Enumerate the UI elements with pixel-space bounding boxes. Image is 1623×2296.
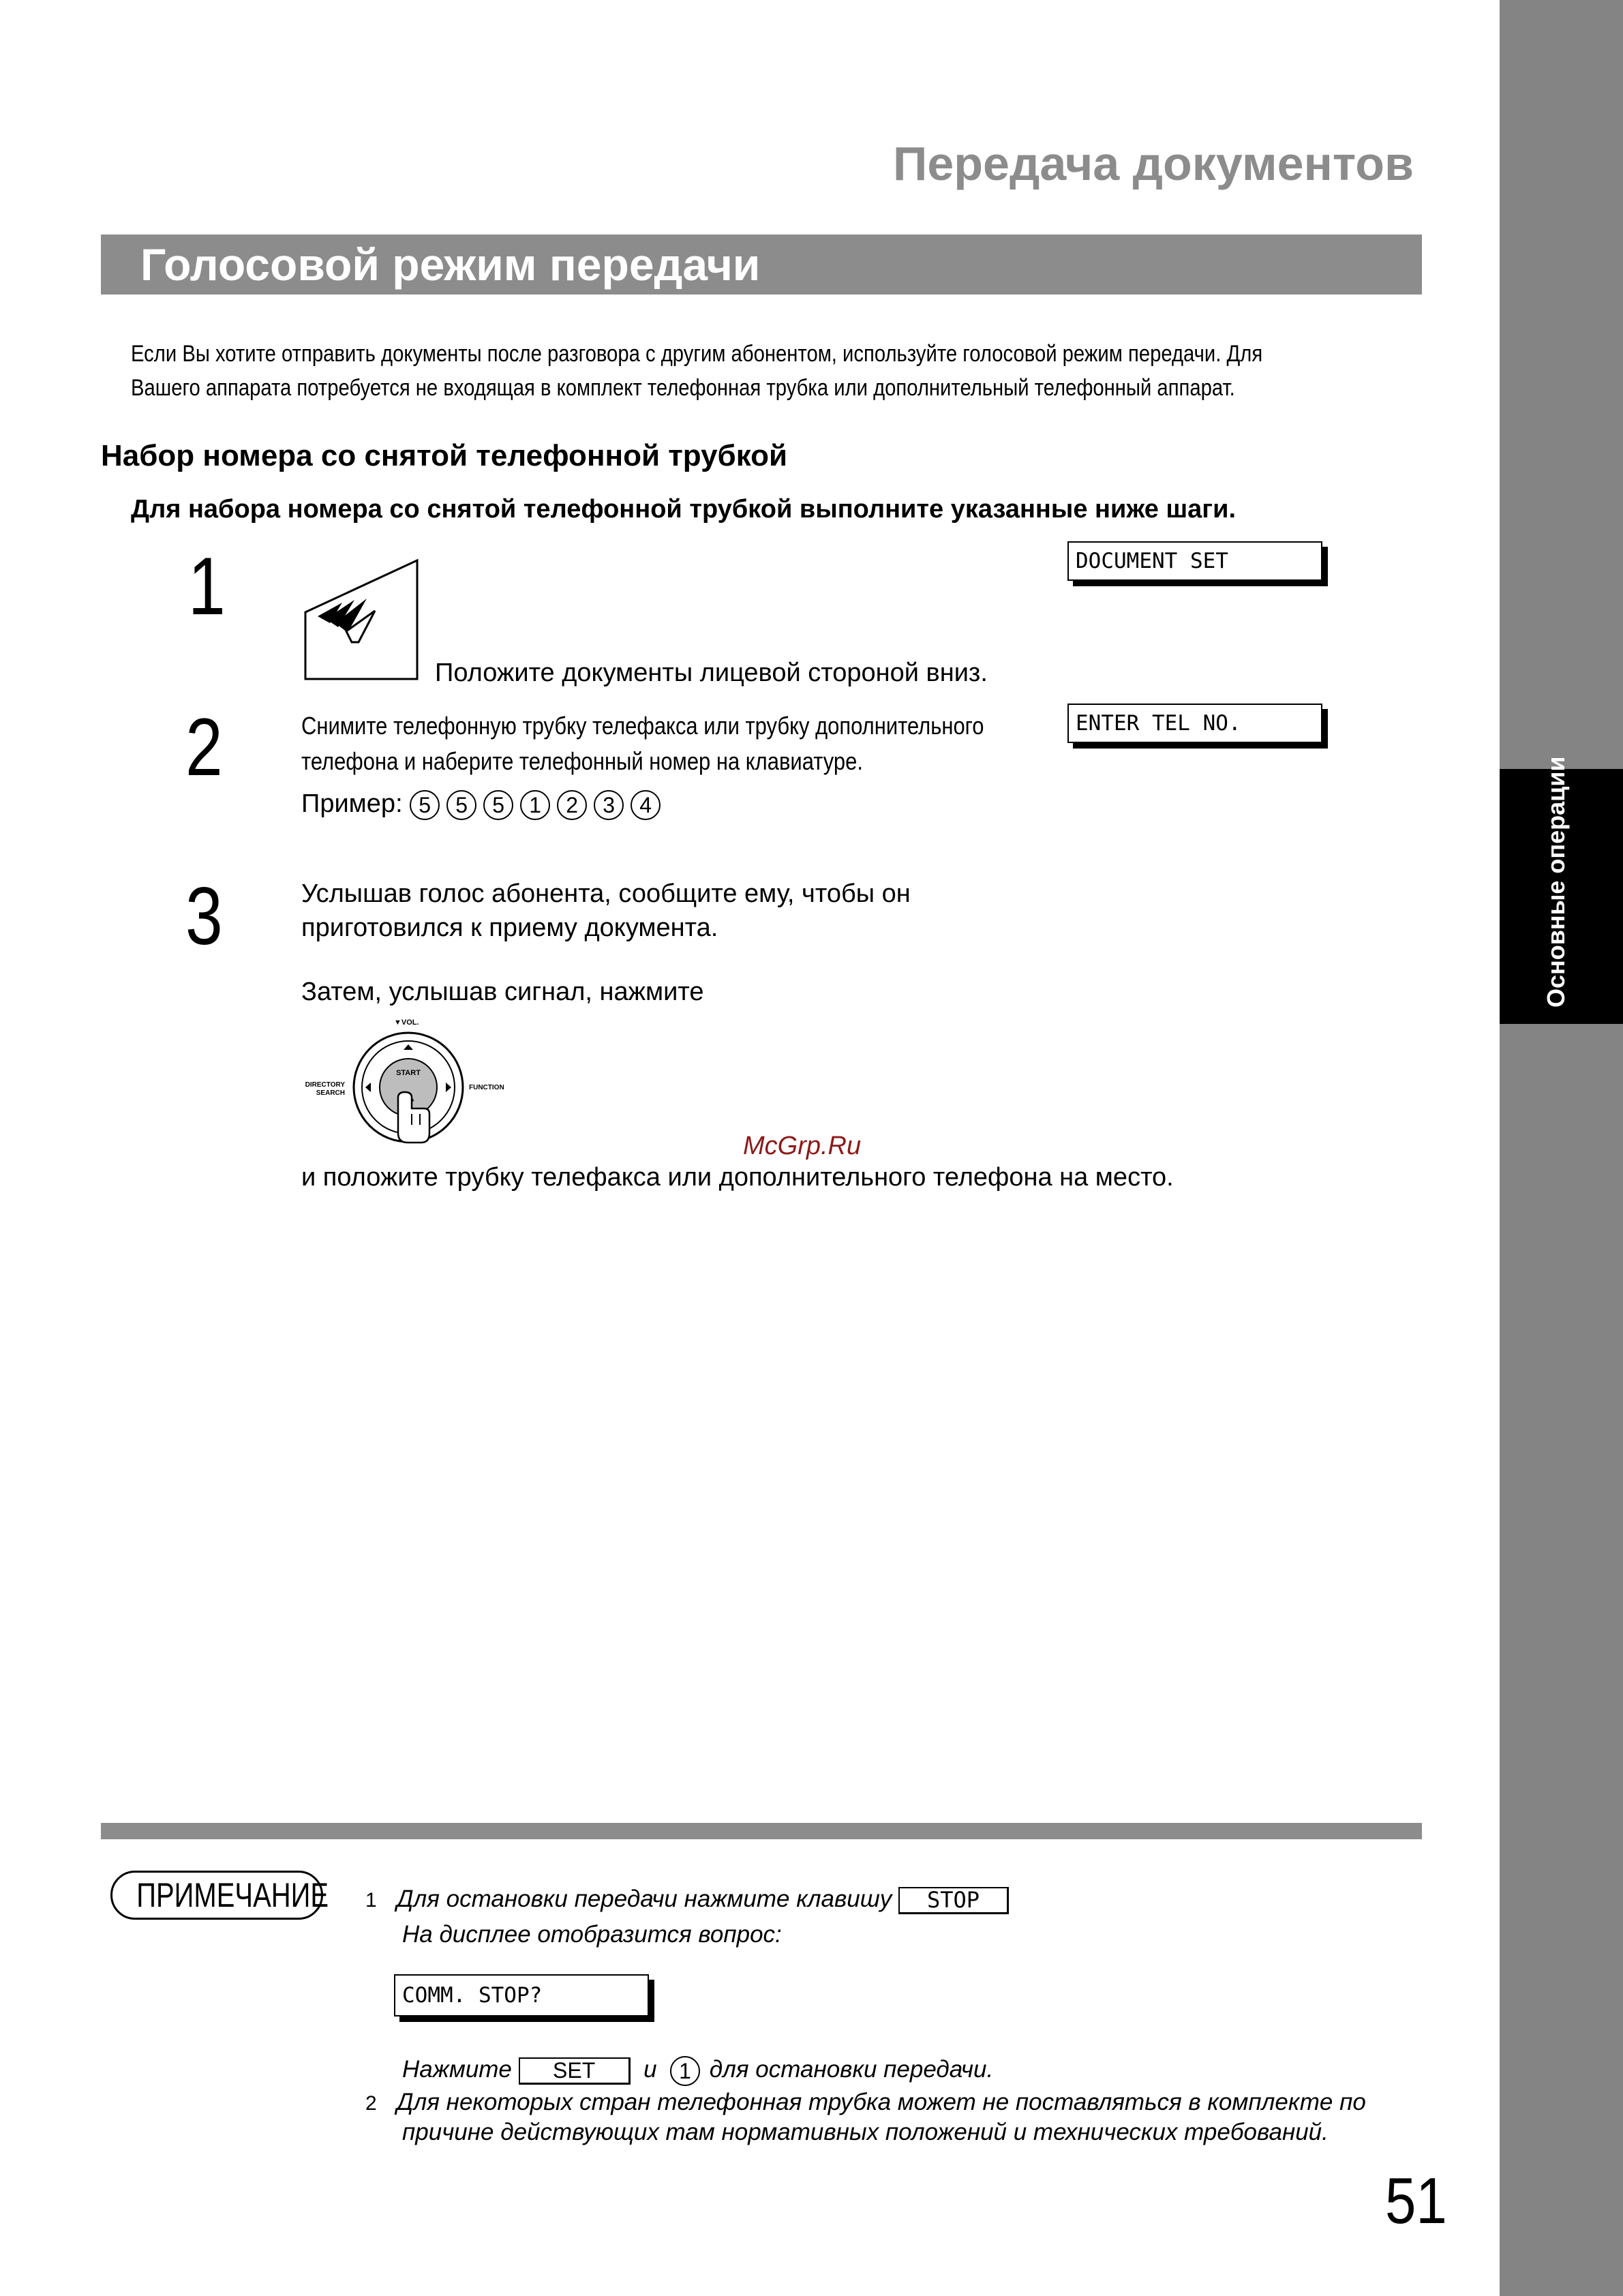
subheading: Для набора номера со снятой телефонной трубкой выполните указанные ниже шаги. [131,495,1237,524]
note-item-2-text-1: Для некоторых стран телефонная трубка может не поставляться в комплекте по [396,2089,1366,2115]
step-number-3: 3 [185,871,223,962]
intro-line-2: Вашего аппарата потребуется не входящая в комплект телефонная трубка или дополнительный телефонный аппарат. [131,375,1235,401]
note-item-1-text-d: для остановки передачи. [709,2056,994,2083]
note-item-2-number: 2 [365,2092,377,2115]
key-digit-one: 1 [670,2056,700,2086]
section-heading: Набор номера со снятой телефонной трубкой [101,439,788,472]
step-number-1: 1 [188,541,226,632]
start-label: START [396,1069,421,1077]
intro-line-1: Если Вы хотите отправить документы после разговора с другим абонентом, используйте голосовой режим передачи. Для [131,341,1263,367]
chapter-tab-label: Основные операции [1542,756,1570,1008]
step-3-line-4: и положите трубку телефакса или дополнительного телефона на место. [301,1163,1174,1192]
note-badge: ПРИМЕЧАНИЕ [110,1871,323,1920]
lcd-display-comm-stop: COMM. STOP? [394,1974,649,2016]
function-label: FUNCTION [469,1084,504,1091]
document-feed-icon [304,558,427,682]
directory-search-label: DIRECTORY SEARCH [305,1081,345,1097]
key-digit: 4 [631,790,661,820]
step-number-2: 2 [185,701,223,793]
step-3-line-1: Услышав голос абонента, сообщите ему, чтобы он [301,879,911,908]
note-item-1-number: 1 [365,1889,377,1912]
key-digit: 5 [446,790,476,820]
page-number: 51 [1385,2164,1447,2237]
step-3-line-2: приготовился к приему документа. [301,913,718,942]
example-label: Пример: [301,789,403,818]
note-item-1-text-a: Для остановки передачи нажмите клавишу [396,1886,892,1912]
key-digit: 5 [410,790,440,820]
note-item-2-line-1 [365,2086,1366,2120]
step-3-line-3: Затем, услышав сигнал, нажмите [301,978,704,1006]
example-row [301,787,667,821]
key-digit: 5 [483,790,513,820]
key-digit: 3 [594,790,624,820]
lcd-display-2: ENTER TEL NO. [1067,704,1322,743]
note-item-1-text-c: Нажмите [402,2056,512,2083]
note-item-1-line-3 [402,2053,993,2086]
key-digit: 1 [520,790,550,820]
note-item-2-line-2: причине действующих там нормативных положений и технических требований. [402,2119,1329,2145]
section-header: Передача документов [893,137,1414,190]
intro-paragraph [131,337,1263,405]
stop-key: STOP [898,1887,1009,1914]
set-key: SET [519,2057,631,2085]
note-item-1-line-1 [365,1883,1009,1917]
watermark: McGrp.Ru [743,1132,862,1160]
key-digit: 2 [557,790,587,820]
note-item-1-text-b: На дисплее отобразится вопрос: [402,1921,782,1948]
bottom-rule [101,1823,1422,1839]
start-keypad [300,1016,525,1152]
step-2-line-2: телефона и наберите телефонный номер на клавиатуре. [301,747,863,775]
note-and: и [643,2056,657,2083]
step-2-line-1: Снимите телефонную трубку телефакса или трубку дополнительного [301,712,984,740]
page-title: Голосовой режим передачи [140,239,761,290]
side-strip [1500,0,1623,2296]
start-key-dial-icon [350,1029,466,1145]
lcd-display-1: DOCUMENT SET [1067,541,1322,581]
step-1-text: Положите документы лицевой стороной вниз. [435,659,988,687]
vol-label: ▼VOL. [394,1018,419,1027]
